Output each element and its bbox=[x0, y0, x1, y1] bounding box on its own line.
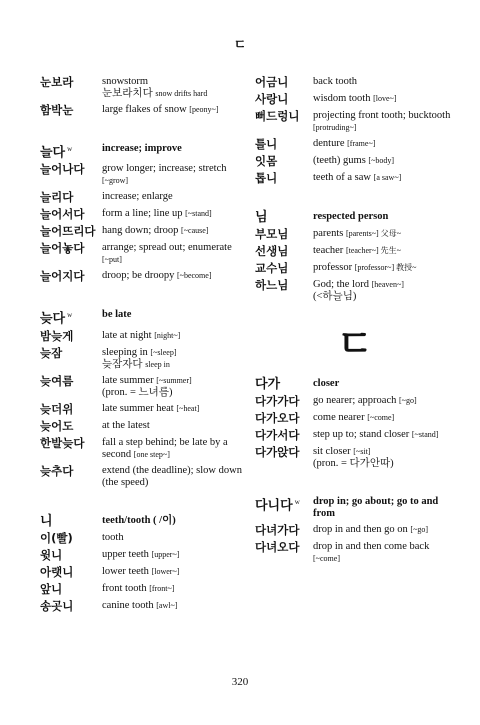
section-letter: ㄷ bbox=[336, 322, 374, 366]
entry bbox=[40, 583, 245, 596]
headword-text: 밤늦게 bbox=[40, 328, 74, 343]
definition bbox=[102, 549, 245, 561]
sub-entry-gloss: sleep in bbox=[145, 359, 170, 369]
definition bbox=[102, 566, 245, 578]
definition-text: grow longer; increase; stretch bbox=[102, 163, 227, 175]
etymology-note: [~put] bbox=[102, 255, 122, 265]
headword-text: 뻐드렁니 bbox=[255, 109, 300, 123]
definition-text: go nearer; approach bbox=[313, 395, 397, 406]
headword bbox=[40, 420, 102, 433]
entry bbox=[255, 172, 455, 185]
definition bbox=[313, 395, 455, 407]
entry bbox=[255, 76, 455, 89]
headword-text: 다가오다 bbox=[255, 411, 300, 425]
definition-text: God; the lord bbox=[313, 279, 369, 290]
headword-text: 다가앉다 bbox=[255, 445, 300, 459]
headword-text: 늘다 bbox=[40, 145, 66, 161]
definition bbox=[313, 496, 455, 520]
entry bbox=[40, 600, 245, 613]
headword bbox=[255, 378, 313, 391]
entry bbox=[40, 403, 245, 416]
etymology-note: [parents~] 父母~ bbox=[345, 229, 402, 238]
definition-text: late summer heat bbox=[102, 402, 174, 414]
sub-entry-word: 눈보라치다 bbox=[102, 88, 153, 99]
right-column bbox=[255, 76, 455, 569]
definition bbox=[313, 524, 455, 536]
definition-text: late summer bbox=[102, 374, 154, 386]
headword-text: 앞니 bbox=[40, 581, 63, 596]
headword-text: 틀니 bbox=[255, 137, 278, 151]
definition-text: drop in; go about; go to and from bbox=[313, 496, 439, 519]
headword-text: 하느님 bbox=[255, 278, 289, 292]
etymology-note: [a saw~] bbox=[373, 173, 402, 182]
definition bbox=[313, 378, 455, 390]
headword-text: 윗니 bbox=[40, 547, 63, 562]
headword-text: 늘어놓다 bbox=[40, 241, 85, 256]
definition-text: lower teeth bbox=[102, 565, 149, 577]
etymology-note: [~body] bbox=[368, 156, 395, 165]
headword-text: 아랫니 bbox=[40, 564, 74, 579]
headword-text: 늦잠 bbox=[40, 345, 63, 360]
sub-entry-word: 늦잠자다 bbox=[102, 358, 143, 370]
definition-text: droop; be droopy bbox=[102, 270, 175, 282]
etymology-note: [upper~] bbox=[151, 549, 180, 559]
main-entry bbox=[40, 309, 245, 325]
headword-text: 늘어지다 bbox=[40, 269, 85, 284]
sub-entry bbox=[313, 458, 455, 470]
definition bbox=[102, 163, 245, 187]
definition-text: front tooth bbox=[102, 582, 147, 594]
headword bbox=[255, 245, 313, 258]
definition-text: increase; enlarge bbox=[102, 191, 173, 203]
entry bbox=[255, 524, 455, 537]
main-entry bbox=[255, 211, 455, 224]
etymology-note: [~come] bbox=[313, 554, 340, 563]
entry bbox=[255, 541, 455, 565]
definition-text: respected person bbox=[313, 211, 389, 222]
headword bbox=[40, 515, 102, 528]
definition-text: teeth of a saw bbox=[313, 172, 372, 183]
etymology-note: [~stand] bbox=[411, 430, 439, 439]
entry bbox=[255, 395, 455, 408]
headword bbox=[40, 532, 102, 545]
headword-text: 다니다 bbox=[255, 498, 293, 514]
etymology-note: [front~] bbox=[149, 583, 175, 593]
definition bbox=[313, 412, 455, 424]
entry bbox=[40, 347, 245, 371]
headword-text: 늘어나다 bbox=[40, 162, 85, 177]
definition-text: sit closer bbox=[313, 446, 351, 457]
definition bbox=[313, 110, 455, 134]
etymology-note: [~summer] bbox=[156, 375, 192, 385]
headword-text: 늦어도 bbox=[40, 418, 74, 433]
headword bbox=[40, 583, 102, 596]
sub-entry bbox=[102, 387, 245, 399]
definition-text: back tooth bbox=[313, 76, 358, 87]
etymology-note: [~sit] bbox=[353, 447, 371, 456]
definition bbox=[313, 245, 455, 257]
definition bbox=[102, 330, 245, 342]
definition bbox=[102, 403, 245, 415]
entry bbox=[255, 110, 455, 134]
etymology-note: [frame~] bbox=[347, 139, 376, 148]
definition-text: step up to; stand closer bbox=[313, 429, 410, 440]
definition bbox=[102, 600, 245, 612]
headword bbox=[255, 211, 313, 224]
entry bbox=[40, 375, 245, 399]
definition bbox=[313, 138, 455, 150]
entry bbox=[40, 225, 245, 238]
headword bbox=[255, 412, 313, 425]
headword bbox=[255, 446, 313, 459]
definition bbox=[102, 532, 245, 544]
headword bbox=[40, 403, 102, 416]
definition-text: snowstorm bbox=[102, 76, 149, 87]
entry bbox=[255, 429, 455, 442]
definition-text: upper teeth bbox=[102, 548, 149, 560]
entry bbox=[255, 138, 455, 151]
definition bbox=[102, 76, 245, 100]
entry bbox=[255, 262, 455, 275]
sub-entry-word: (<하늘님) bbox=[313, 291, 357, 302]
definition-text: form a line; line up bbox=[102, 208, 183, 220]
definition bbox=[313, 446, 455, 470]
etymology-note: [professor~] 教授~ bbox=[354, 263, 417, 272]
definition-text: professor bbox=[313, 262, 353, 273]
entry bbox=[255, 93, 455, 106]
definition bbox=[102, 515, 245, 527]
definition-text: parents bbox=[313, 228, 344, 239]
headword-text: 함박눈 bbox=[40, 103, 74, 117]
definition-text: arrange; spread out; enumerate bbox=[102, 242, 232, 254]
headword bbox=[40, 225, 102, 238]
headword-text: 다가 bbox=[255, 377, 281, 392]
main-entry bbox=[40, 515, 245, 528]
sub-entry bbox=[102, 88, 245, 100]
headword-text: 눈보라 bbox=[40, 75, 74, 89]
entry-separator bbox=[40, 121, 245, 143]
definition-text: increase; improve bbox=[102, 143, 182, 154]
headword bbox=[255, 524, 313, 537]
headword bbox=[40, 104, 102, 117]
entry bbox=[40, 549, 245, 562]
definition bbox=[313, 211, 455, 223]
definition-text: denture bbox=[313, 138, 345, 149]
headword-text: 한발늦다 bbox=[40, 435, 85, 450]
headword bbox=[40, 208, 102, 221]
headword bbox=[255, 496, 313, 512]
entry bbox=[255, 245, 455, 258]
headword bbox=[255, 262, 313, 275]
headword-text: 다녀오다 bbox=[255, 540, 300, 554]
definition-text: fall a step behind; be late by a second bbox=[102, 436, 228, 460]
definition-text: drop in and then come back bbox=[313, 541, 430, 552]
headword bbox=[255, 172, 313, 185]
entry bbox=[40, 532, 245, 545]
headword-text: 사랑니 bbox=[255, 92, 289, 106]
definition-text: (teeth) gums bbox=[313, 155, 366, 166]
definition-text: large flakes of snow bbox=[102, 104, 187, 115]
entry bbox=[40, 163, 245, 187]
headword-text: 교수님 bbox=[255, 261, 289, 275]
entry-separator bbox=[40, 287, 245, 309]
definition-text: at the latest bbox=[102, 419, 150, 431]
headword-text: 늦더위 bbox=[40, 401, 74, 416]
definition-text: teacher bbox=[313, 245, 344, 256]
headword bbox=[40, 242, 102, 255]
entry bbox=[40, 270, 245, 283]
entry bbox=[40, 76, 245, 100]
definition bbox=[102, 225, 245, 237]
definition bbox=[102, 104, 245, 116]
headword-text: 다녀가다 bbox=[255, 523, 300, 537]
headword-text: 늦추다 bbox=[40, 463, 74, 478]
definition bbox=[102, 347, 245, 371]
entry bbox=[40, 465, 245, 489]
left-column bbox=[40, 76, 245, 617]
headword-text: 니 bbox=[40, 513, 53, 529]
headword-text: 잇몸 bbox=[255, 154, 278, 168]
headword-marker: w bbox=[67, 311, 73, 320]
definition bbox=[102, 191, 245, 203]
definition-text: tooth bbox=[102, 531, 124, 543]
headword-text: 어금니 bbox=[255, 75, 289, 89]
definition bbox=[313, 76, 455, 88]
headword bbox=[255, 429, 313, 442]
entry bbox=[255, 279, 455, 303]
headword bbox=[40, 191, 102, 204]
definition-text: hang down; droop bbox=[102, 225, 179, 237]
etymology-note: [teacher~] 先生~ bbox=[345, 246, 402, 255]
entry bbox=[40, 191, 245, 204]
etymology-note: [~cause] bbox=[181, 226, 209, 236]
definition bbox=[313, 262, 455, 274]
definition bbox=[102, 465, 245, 489]
entry-separator bbox=[255, 189, 455, 211]
definition bbox=[313, 228, 455, 240]
headword bbox=[40, 347, 102, 360]
headword bbox=[40, 465, 102, 478]
definition bbox=[102, 270, 245, 282]
headword bbox=[255, 395, 313, 408]
entry bbox=[40, 208, 245, 221]
sub-entry bbox=[313, 291, 455, 303]
headword bbox=[255, 110, 313, 123]
page-header: ㄷ bbox=[233, 38, 247, 53]
headword-text: 선생님 bbox=[255, 244, 289, 258]
headword bbox=[40, 270, 102, 283]
headword-text: 다가서다 bbox=[255, 428, 300, 442]
headword-text: 이(빨) bbox=[40, 530, 73, 545]
headword-text: 송곳니 bbox=[40, 598, 74, 613]
headword bbox=[255, 76, 313, 89]
definition-text: canine tooth bbox=[102, 599, 154, 611]
definition bbox=[102, 375, 245, 399]
headword bbox=[40, 600, 102, 613]
etymology-note: [awl~] bbox=[156, 600, 178, 610]
main-entry bbox=[255, 378, 455, 391]
headword bbox=[40, 566, 102, 579]
sub-entry-word: (pron. = 다가안따) bbox=[313, 458, 394, 469]
entry bbox=[40, 437, 245, 461]
definition bbox=[102, 143, 245, 155]
definition-text: closer bbox=[313, 378, 340, 389]
headword bbox=[255, 228, 313, 241]
entry bbox=[255, 228, 455, 241]
definition bbox=[313, 93, 455, 105]
definition-text: wisdom tooth bbox=[313, 93, 371, 104]
entry-separator bbox=[255, 474, 455, 496]
headword bbox=[40, 309, 102, 325]
etymology-note: [~sleep] bbox=[150, 347, 177, 357]
headword-text: 늘어서다 bbox=[40, 207, 85, 222]
headword-text: 부모님 bbox=[255, 227, 289, 241]
etymology-note: [~come] bbox=[367, 413, 395, 422]
headword bbox=[40, 330, 102, 343]
definition-text: sleeping in bbox=[102, 346, 148, 358]
definition-text: projecting front tooth; bucktooth bbox=[313, 110, 451, 121]
entry bbox=[40, 330, 245, 343]
entry bbox=[255, 412, 455, 425]
definition bbox=[313, 155, 455, 167]
entry bbox=[40, 566, 245, 579]
headword-text: 늦다 bbox=[40, 311, 66, 327]
headword bbox=[255, 138, 313, 151]
headword-text: 톱니 bbox=[255, 171, 278, 185]
sub-entry-word: (pron. = 느녀름) bbox=[102, 386, 173, 398]
headword-text: 늘리다 bbox=[40, 190, 74, 205]
headword-text: 늘어뜨리다 bbox=[40, 224, 96, 239]
definition bbox=[102, 309, 245, 321]
headword bbox=[255, 93, 313, 106]
etymology-note: [love~] bbox=[373, 94, 397, 103]
headword-marker: w bbox=[294, 498, 300, 506]
headword bbox=[40, 375, 102, 388]
entry bbox=[255, 155, 455, 168]
etymology-note: [one step~] bbox=[133, 449, 170, 459]
etymology-note: [~go] bbox=[410, 525, 429, 534]
definition-text: be late bbox=[102, 309, 132, 321]
page-number: 320 bbox=[231, 676, 249, 688]
headword bbox=[40, 163, 102, 176]
main-entry bbox=[255, 496, 455, 520]
definition-text: late at night bbox=[102, 329, 152, 341]
headword-text: 님 bbox=[255, 210, 268, 225]
etymology-note: [~go] bbox=[399, 396, 417, 405]
headword bbox=[40, 437, 102, 450]
entry-separator bbox=[40, 493, 245, 515]
definition bbox=[102, 420, 245, 432]
entry bbox=[40, 104, 245, 117]
etymology-note: [~grow] bbox=[102, 176, 129, 186]
etymology-note: [~stand] bbox=[185, 209, 212, 219]
etymology-note: [heaven~] bbox=[371, 280, 404, 289]
etymology-note: [lower~] bbox=[151, 566, 180, 576]
sub-entry-gloss: snow drifts hard bbox=[155, 89, 208, 98]
headword-text: 늦여름 bbox=[40, 373, 74, 388]
headword bbox=[40, 76, 102, 89]
definition-text: teeth/tooth ( /이) bbox=[102, 514, 176, 526]
etymology-note: [~heat] bbox=[176, 403, 200, 413]
definition bbox=[313, 429, 455, 441]
headword bbox=[255, 541, 313, 554]
definition bbox=[102, 437, 245, 461]
etymology-note: [~become] bbox=[176, 271, 212, 281]
entry bbox=[40, 420, 245, 433]
entry bbox=[40, 242, 245, 266]
definition bbox=[313, 279, 455, 303]
etymology-note: [protruding~] bbox=[313, 123, 357, 132]
etymology-note: [night~] bbox=[154, 330, 181, 340]
definition-text: extend (the deadline); slow down (the speed) bbox=[102, 464, 242, 488]
headword-text: 다가가다 bbox=[255, 394, 300, 408]
headword bbox=[255, 279, 313, 292]
main-entry bbox=[40, 143, 245, 159]
headword bbox=[40, 549, 102, 562]
headword-marker: w bbox=[67, 145, 73, 153]
entry bbox=[255, 446, 455, 470]
definition bbox=[102, 583, 245, 595]
headword bbox=[255, 155, 313, 168]
headword bbox=[40, 143, 102, 159]
etymology-note: [peony~] bbox=[189, 105, 219, 114]
definition-text: come nearer bbox=[313, 412, 365, 423]
definition-text: drop in and then go on bbox=[313, 524, 408, 535]
definition bbox=[102, 208, 245, 220]
definition bbox=[102, 242, 245, 266]
definition bbox=[313, 172, 455, 184]
sub-entry bbox=[102, 359, 245, 371]
definition bbox=[313, 541, 455, 565]
